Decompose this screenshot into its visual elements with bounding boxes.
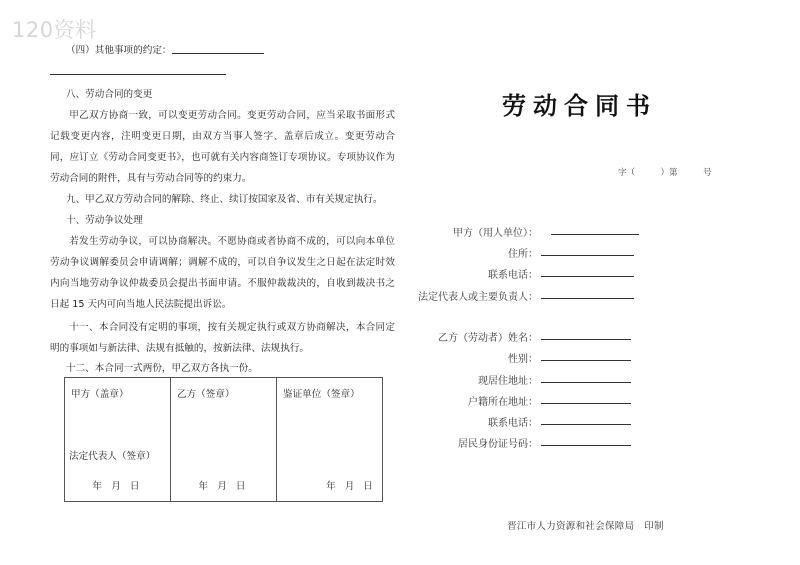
item4-label: （四）其他事项的约定： <box>66 45 172 56</box>
party-a-cell <box>65 378 171 502</box>
item4-blank <box>172 43 264 54</box>
field-label: 住所： <box>508 249 538 260</box>
separator-line <box>50 74 226 75</box>
field-blank[interactable] <box>551 234 639 235</box>
field-blank[interactable] <box>541 360 631 361</box>
document-number-line: 字（ ）第 号 <box>618 168 712 178</box>
field-blank[interactable] <box>541 445 631 446</box>
party-a-rep-label: 法定代表人（签章） <box>69 451 156 462</box>
verifier-date: 年 月 日 <box>326 481 376 492</box>
field-blank[interactable] <box>541 424 631 425</box>
field-label: 法定代表人或主要负责人： <box>418 292 538 303</box>
field-label: 性别： <box>508 354 538 365</box>
item4-line <box>66 40 264 61</box>
field-label: 居民身份证号码： <box>458 439 538 450</box>
field-blank[interactable] <box>541 276 634 277</box>
party-a-date: 年 月 日 <box>92 481 143 492</box>
sec11-paragraph: 十一、本合同没有定明的事项，按有关规定执行或双方协商解决，本合同定明的事项如与新法律、法规有抵触的，按新法律、法规执行。 <box>50 322 395 354</box>
party-b-date: 年 月 日 <box>198 481 249 492</box>
field-label: 户籍所在地址： <box>468 397 538 408</box>
sec8-title: 八、劳动合同的变更 <box>66 89 153 100</box>
sec12-paragraph: 十二、本合同一式两份，甲乙双方各执一份。 <box>66 363 258 374</box>
field-label: 甲方（用人单位）： <box>453 228 538 239</box>
field-blank[interactable] <box>541 255 634 256</box>
signature-table <box>64 377 383 502</box>
field-blank[interactable] <box>541 298 634 299</box>
field-blank[interactable] <box>541 403 631 404</box>
party-b-sign-label: 乙方（签章） <box>177 389 235 400</box>
watermark: 120资料 <box>12 18 97 42</box>
party-a-seal-label: 甲方（盖章） <box>71 389 129 400</box>
sec10-paragraph: 若发生劳动争议，可以协商解决。不愿协商或者协商不成的，可以向本单位劳动争议调解委员会申请调解；调解不成的，可以自争议发生之日起在法定时效内向当地劳动争议仲裁委员会提出书面申请。不服仲裁裁决的，自收到裁决书之日起 15 天内可向当地人民法院提出诉讼。 <box>50 236 395 310</box>
document-title: 劳动合同书 <box>502 92 657 120</box>
verifier-seal-label: 鉴证单位（签章） <box>283 389 360 400</box>
sec9-paragraph: 九、甲乙双方劳动合同的解除、终止、续订按国家及省、市有关规定执行。 <box>66 194 383 205</box>
sec8-paragraph: 甲乙双方协商一致，可以变更劳动合同。变更劳动合同，应当采取书面形式记载变更内容，注明变更日期，由双方当事人签字、盖章后成立。变更劳动合同，应订立《劳动合同变更书》，也可就有关内容商签订专项协议。专项协议作为劳动合同的附件，具有与劳动合同等的约束力。 <box>50 110 395 184</box>
party-b-cell <box>171 378 277 502</box>
verifier-cell <box>277 378 383 502</box>
publisher-footer: 晋江市人力资源和社会保障局 印制 <box>507 521 664 532</box>
field-label: 现居住地址： <box>478 376 538 387</box>
sec10-title: 十、劳动争议处理 <box>66 215 143 226</box>
field-label: 联系电话： <box>488 418 538 429</box>
field-blank[interactable] <box>541 339 631 340</box>
field-label: 联系电话： <box>488 270 538 281</box>
field-label: 乙方（劳动者）姓名： <box>438 333 538 344</box>
field-blank[interactable] <box>541 382 631 383</box>
